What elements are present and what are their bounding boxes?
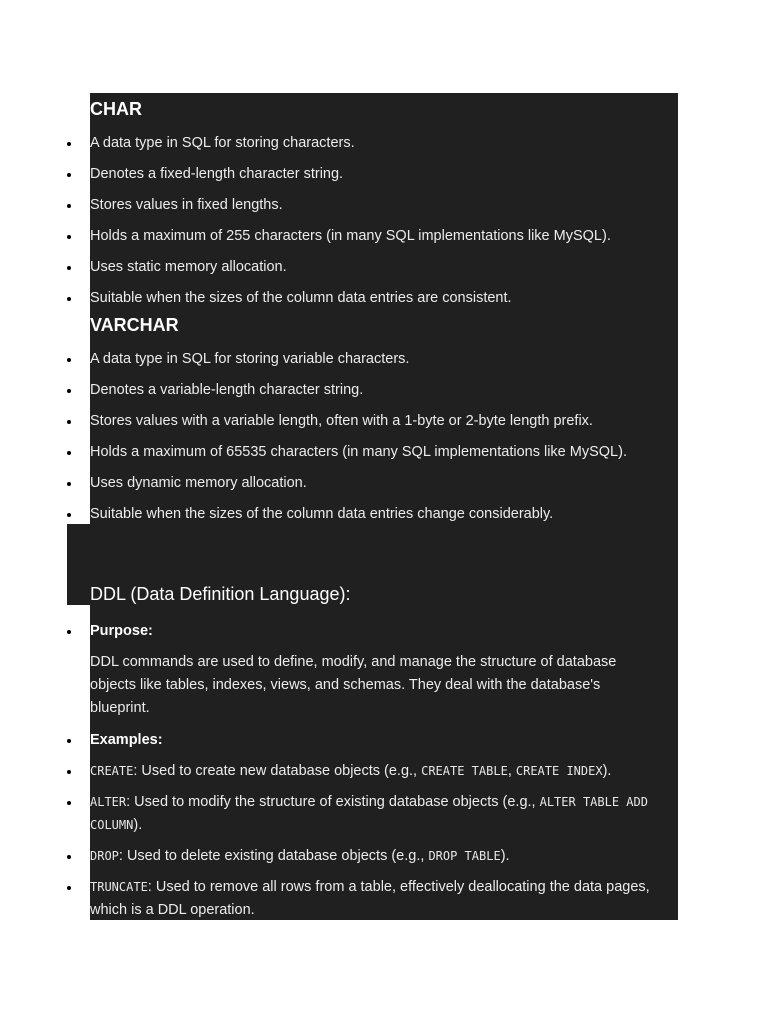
list-item: Holds a maximum of 255 characters (in many SQL implementations like MySQL). [90, 225, 652, 248]
bullet-icon [67, 173, 71, 177]
list-gutter [67, 719, 90, 920]
list-item: A data type in SQL for storing variable characters. [90, 348, 652, 371]
list-item: Stores values in fixed lengths. [90, 194, 652, 217]
bullet-icon [67, 770, 71, 774]
bullet-icon [67, 739, 71, 743]
bullet-icon [67, 630, 71, 634]
list-item: A data type in SQL for storing characters. [90, 132, 652, 155]
bullet-icon [67, 235, 71, 239]
bullet-icon [67, 482, 71, 486]
example-create: CREATE: Used to create new database objects (e.g., CREATE TABLE, CREATE INDEX). [90, 760, 652, 783]
example-alter: ALTER: Used to modify the structure of existing database objects (e.g., ALTER TABLE ADD COLUMN). [90, 791, 652, 837]
bullet-icon [67, 142, 71, 146]
bullet-icon [67, 451, 71, 455]
list-item: Uses static memory allocation. [90, 256, 652, 279]
list-item: Holds a maximum of 65535 characters (in many SQL implementations like MySQL). [90, 441, 652, 464]
bullet-icon [67, 297, 71, 301]
varchar-heading: VARCHAR [90, 315, 179, 335]
examples-item: Examples: [90, 729, 652, 752]
list-item: Uses dynamic memory allocation. [90, 472, 652, 495]
bullet-icon [67, 358, 71, 362]
list-gutter [67, 120, 90, 308]
bullet-icon [67, 266, 71, 270]
purpose-text: DDL commands are used to define, modify, and manage the structure of database objects like tables, indexes, views, and schemas. They deal with the database's blueprint. [90, 654, 617, 716]
bullet-icon [67, 801, 71, 805]
bullet-icon [67, 389, 71, 393]
bullet-icon [67, 513, 71, 517]
list-gutter [67, 336, 90, 524]
bullet-icon [67, 420, 71, 424]
bullet-icon [67, 855, 71, 859]
list-gutter [67, 605, 90, 719]
list-item: Stores values with a variable length, often with a 1-byte or 2-byte length prefix. [90, 410, 652, 433]
example-drop: DROP: Used to delete existing database objects (e.g., DROP TABLE). [90, 845, 652, 868]
bullet-icon [67, 886, 71, 890]
document-page [67, 93, 678, 920]
purpose-item: Purpose: [90, 620, 652, 643]
char-heading: CHAR [90, 99, 142, 119]
list-item: Suitable when the sizes of the column data entries are consistent. [90, 287, 652, 310]
example-truncate: TRUNCATE: Used to remove all rows from a table, effectively deallocating the data pages, which is a DDL operation. [90, 876, 652, 922]
list-item: Denotes a variable-length character string. [90, 379, 652, 402]
list-item: Denotes a fixed-length character string. [90, 163, 652, 186]
list-item: Suitable when the sizes of the column data entries change considerably. [90, 503, 652, 526]
ddl-heading: DDL (Data Definition Language): [90, 584, 351, 604]
bullet-icon [67, 204, 71, 208]
heading-gutter [67, 93, 90, 120]
heading-gutter [67, 308, 90, 336]
